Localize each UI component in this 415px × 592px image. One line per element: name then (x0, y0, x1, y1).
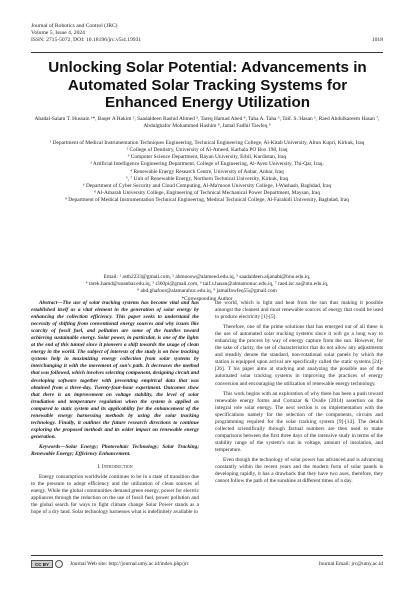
email-line: ⁴ tarek.hamd@uoanbar.edu.iq, ⁵ t360pi@gmail.com, ⁶ taif.s.hasan@almamonuc.edu.iq, ⁷ raed.isc.sa@ntu.edu.iq, (85, 281, 329, 288)
corresponding-author-note: *Corresponding Author (181, 295, 233, 302)
journal-header (31, 23, 383, 45)
journal-website[interactable]: Journal Web site: http://journal.umy.ac.id/index.php/jrc (70, 561, 190, 567)
affiliation: ⁴ Renewable Energy Research Centre, University of Anbar, Anbar, Iraq (130, 168, 284, 175)
body-paragraph: Energy consumption worldwide continues to be in a state of transition due to the pressure to adopt efficiency and the utilization of clean sources of energy. While the global communities demand green energy, power for electric appliances through the reduction on the use of fossil fuel, power pollution and the global search for ways to fight climate change Solar Power stands as a hope of a dry land. Solar technology harnesses what is indefinitely available in (31, 474, 199, 516)
section-heading: I. Introduction (97, 464, 133, 471)
journal-name: Journal of Robotics and Control (JRC) (31, 23, 118, 29)
left-column (31, 300, 199, 519)
affiliation: ⁹ Department of Medical Instrumentation Technical Engineering, Medical Technical College, Al-Farahidi University, Baghdad, Iraq (65, 197, 349, 204)
affiliation: ⁶ Department of Cyber Security and Cloud Computing, Al-Ma'moon University College, I-Washash, Baghdad, Iraq (82, 182, 332, 189)
affiliation: ⁵, ⁷ Unit of Renewable Energy, Northern Technical University, Kirkuk, Iraq (125, 175, 289, 182)
affiliation: ¹ Department of Medical Instrumentation Techniques Engineering, Technical Engineering College, Al-Kitab University, Altun Kupri, Kirkuk, Iraq (49, 140, 365, 146)
journal-volume: Volume 5, Issue 4, 2024 (31, 30, 85, 37)
cc-license-badge: CC BY (31, 560, 53, 568)
page-number: 1018 (371, 37, 383, 44)
keywords: Keywords—Solar Energy; Photovoltaic Technology; Solar Tracking; Renewable Energy; Efficiency Enhancement. (31, 443, 199, 457)
issn-doi: ISSN: 2715-5072, DOI: 10.18196/jrc.v5i4.19931 (31, 37, 142, 44)
abstract-label: Abstract (39, 300, 58, 306)
body-paragraph: This work begins with an exploration of why there has been a push toward renewable energy forms and Cortazar & Ovalle (2014) assertion on the integral role solar energy. The next section is on implementation with the specifications namely for the selection of the components, circuits and programming required for the solar tracking system [9]-[14]. The details collected scientifically through factual numbers are then used to make comparisons between the first three days of the intensive study in terms of the stability range of the system’s run in voltage, amount of insolation, and temperature. (215, 390, 383, 453)
cc-by-icon (55, 560, 63, 568)
affiliation: ² College of Dentistry, University of Al-Ameed, Karbala PO Box 198, Iraq (126, 147, 288, 154)
body-paragraph: Therefore, one of the prime solutions that has emerged out of all these is the use of automated solar tracking systems since it will go a long way to enhancing the process by way of energy capture from the sun. However, for the sake of clarity, the set of characteristics that do not allow any adjustments and steadily denote the standard, non-rotational solar panels by which the station is equipped upon arrival are specifically called the static systems [24]-[26]. T his paper aims at studying and analyzing the possible use of the automated solar tracking systems in improving the practices of energy conversion and encouraging the utilization of renewable energy technology. (215, 324, 383, 387)
body-paragraph: the world, which is light and heat from the sun thus making it possible amongst the cleanest and most renewable sources of energy that could be used to produce electricity [1]-[5]. (215, 300, 383, 321)
affiliation: ⁸ Al-Amarah University College, Engineering of Technical Mechanical Power Department, Maysan, Iraq (93, 190, 321, 197)
affiliations (31, 140, 383, 204)
right-column (215, 300, 383, 488)
email-line: Email: ¹ asth2233@gmail.com, ² abmoosw@alameed.edu.iq, ³ saadaldeen.aljanabi@bnu.edu.iq, (103, 274, 311, 280)
footer-divider (31, 555, 383, 556)
journal-email[interactable]: Journal Email: jrc@umy.ac.id (318, 561, 383, 567)
email-line: ⁸ abd.ghafoor@alamarahuc.edu.iq, ⁹ jamalfawfeq55@gmail.com (137, 288, 277, 295)
paper-title: Unlocking Solar Potential: Advancements in Automated Solar Tracking Systems for Enhanced Energy Utilization (48, 59, 367, 111)
affiliation: ³ Computer Science Department, Bayan University, Erbil, Kurdistan, Iraq (127, 154, 287, 161)
author-list: Abadal-Salam T. Hussain ¹*, Baqer A Hakim ², Saadaldeen Rashid Ahmed ³, Tareq Hamad Abed ⁴, Taha A. Taha ⁵, Taif. S. Hasan ⁶, Raed Abdulkareem Hasan ⁷, Abdulghafor Mohammed Hashim ⁸, Jamal Fadhil Tawfeq ⁹ (34, 116, 380, 130)
header-divider (31, 52, 383, 53)
issn-row (31, 37, 383, 44)
abstract-text: —The use of solar tracking systems has become vital and has established itself as a vital element in the generation of solar energy by enhancing the collection efficiency. This paper seeks to understand the necessity of shifting from conventional energy sources and why issues like scarcity of fossil fuel, and pollution are some of the hurdles toward achieving sustainable energy. Solar power, in particular, is one of the lights at the end of this tunnel since it pioneers a shift towards the usage of clean energy in the world. The subject of interests of the study is on how tracking systems help in maximizing energy collection from solar systems by interchanging it with the movement of sun’s path. It decreases the method that was followed, which involves selecting component, designing circuit and developing software together with presenting empirical data that was obtained from a three-day, Twenty-four-hour experiment. Outcomes show that there is an improvement on voltage stability, the level of solar irradiation and temperature regulation when the system is applied as compared to static system and its applicability for the enhancement of the renewable energy harnessing methods by using the solar tracking technology. Finally, it outlines the future research directions to continue exploring the proposed methods and its wider impact on renewable energy generation. (31, 300, 199, 440)
body-paragraph: Even though the technology of solar power has advanced and is advancing constantly within the recent years and the modern form of solar panels is developing rapidly, it has a drawback that they have two axes, therefore, they cannot follow the path of the sunshine at different times of a day. (215, 456, 383, 485)
abstract (31, 300, 199, 441)
journal-footer (70, 561, 383, 568)
affiliation: ³ Artificial Intelligence Engineering Department, College of Engineering, Al-Ayen University, Thi-Qar, Iraq. (90, 161, 324, 168)
email-block (31, 274, 383, 303)
